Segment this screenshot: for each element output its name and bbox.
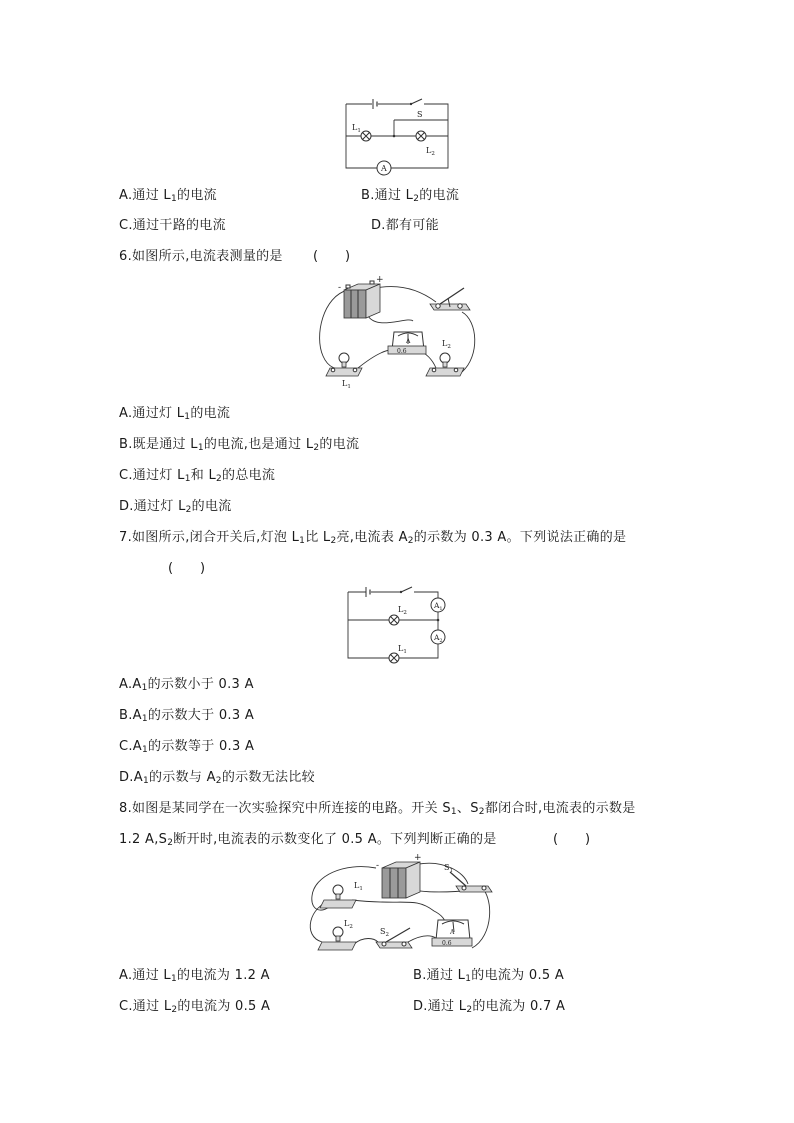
fig4-lamp-l2-label: L: [344, 919, 350, 928]
q6-answer-bracket: ( ): [313, 249, 351, 264]
q8-answer-bracket: ( ): [553, 832, 591, 847]
fig4-lamp-l1-board: [320, 885, 356, 908]
fig3-lamp-l1-label: L: [398, 644, 404, 653]
battery-minus-label: -: [338, 283, 342, 293]
q6-option-b: B.既是通过 $L_1$的电流,也是通过 $L_2$的电流: [119, 437, 360, 453]
q6-option-c: C.通过灯 $L_1$和 $L_2$的总电流: [119, 468, 276, 484]
q7-option-b: $B.A_1$的示数大于 0.3 A: [119, 708, 255, 724]
fig2-lamp-l2-sub: 2: [447, 344, 451, 350]
fig3-lamp-l1-sub: 1: [403, 649, 407, 655]
fig4-battery-pack: [382, 862, 420, 898]
battery-pack: [344, 281, 380, 318]
fig3-lamp-l2-label: L: [398, 605, 404, 614]
lamp-l1-label: L: [352, 123, 358, 132]
q6-option-d: D.通过灯 $L_2$的电流: [119, 499, 232, 515]
fig4-lamp-l1-sub: 1: [359, 886, 363, 892]
q7-stem: 7.如图所示,闭合开关后,灯泡 $L_1$比 $L_2$亮,电流表 $A_2$的示数为 0.3 A。下列说法正确的是: [119, 530, 627, 546]
lamp-l1-board: [326, 353, 362, 376]
switch-label: S: [417, 110, 423, 119]
svg-text:L1: [352, 123, 361, 134]
svg-text:L1: [342, 379, 351, 390]
svg-text:L2: [398, 605, 407, 616]
s1-label: S: [444, 863, 450, 872]
circuit-diagram-q7: [344, 582, 450, 662]
s2-label: S: [380, 927, 386, 936]
a1-sub: 1: [439, 606, 443, 612]
q8-stem-line1: 8.如图是某同学在一次实验探究中所连接的电路。开关 $S_1$、$S_2$都闭合时,电流表的示数是: [119, 801, 636, 817]
fig4-lamp-l2-board: [318, 927, 356, 950]
q8-option-c: C.通过 $L_2$的电流为 0.5 A: [119, 999, 271, 1015]
svg-text:L2: [426, 146, 435, 157]
circuit-photo-q8: [304, 853, 496, 962]
q8-option-d: D.通过 $L_2$的电流为 0.7 A: [413, 999, 566, 1015]
svg-text:S2: [380, 927, 389, 938]
q7-option-c: $C.A_1$的示数等于 0.3 A: [119, 739, 255, 755]
fig2-lamp-l1-sub: 1: [347, 384, 351, 390]
q6-stem: 6.如图所示,电流表测量的是: [119, 249, 283, 264]
fig4-minus-label: -: [376, 861, 380, 871]
q5-option-a: A.通过 $L_1$的电流: [119, 188, 217, 204]
s2-sub: 2: [385, 932, 389, 938]
fig3-lamp-l1-symbol: [389, 653, 399, 663]
q8-option-b: B.通过 $L_1$的电流为 0.5 A: [413, 968, 565, 984]
fig3-lamp-l2-sub: 2: [403, 610, 407, 616]
q5-option-c: C.通过干路的电流: [119, 218, 226, 233]
q8-option-a: A.通过 $L_1$的电流为 1.2 A: [119, 968, 270, 984]
a2-label: A: [434, 633, 440, 642]
q7-option-a: $A.A_1$的示数小于 0.3 A: [119, 677, 254, 693]
fig4-ammeter-range: 0.6: [442, 940, 452, 947]
lamp-l2-sub: 2: [431, 151, 435, 157]
ammeter-symbol-label: A: [406, 338, 411, 345]
circuit-diagram-q5: [338, 96, 456, 178]
switch-s1-board: [450, 872, 492, 892]
svg-text:S1: [444, 863, 453, 874]
q7-option-d: $D.A_1$的示数与 $A_2$的示数无法比较: [119, 770, 315, 786]
q5-option-d: D.都有可能: [371, 218, 439, 233]
fig4-plus-label: +: [414, 853, 422, 863]
fig4-ammeter-symbol: A: [450, 929, 455, 936]
fig4-lamp-l1-label: L: [354, 881, 360, 890]
fig4-lamp-l2-sub: 2: [349, 924, 353, 930]
svg-text:L1: [398, 644, 407, 655]
s1-sub: 1: [449, 868, 453, 874]
fig3-lamp-l2-symbol: [389, 615, 399, 625]
lamp-l2-symbol: [416, 131, 426, 141]
lamp-l2-label: L: [426, 146, 432, 155]
fig2-lamp-l2-label: L: [442, 339, 448, 348]
svg-text:L1: [354, 881, 363, 892]
a2-sub: 2: [439, 638, 443, 644]
switch-board: [430, 288, 470, 310]
q8-stem-line2: 1.2 $A,S_2$断开时,电流表的示数变化了 0.5 A。下列判断正确的是: [119, 832, 497, 848]
q6-option-a: A.通过灯 $L_1$的电流: [119, 406, 231, 422]
lamp-l1-symbol: [361, 131, 371, 141]
ammeter-range-label: 0.6: [397, 348, 407, 355]
a1-label: A: [434, 601, 440, 610]
lamp-l2-board: [426, 353, 464, 376]
svg-text:L2: [442, 339, 451, 350]
ammeter-label: A: [381, 164, 387, 173]
q5-option-b: B.通过 $L_2$的电流: [361, 188, 460, 204]
battery-plus-label: +: [376, 275, 384, 285]
lamp-l1-sub: 1: [357, 128, 361, 134]
fig2-lamp-l1-label: L: [342, 379, 348, 388]
circuit-photo-q6: [318, 276, 478, 394]
q7-answer-bracket: ( ): [168, 561, 206, 576]
svg-text:L2: [344, 919, 353, 930]
